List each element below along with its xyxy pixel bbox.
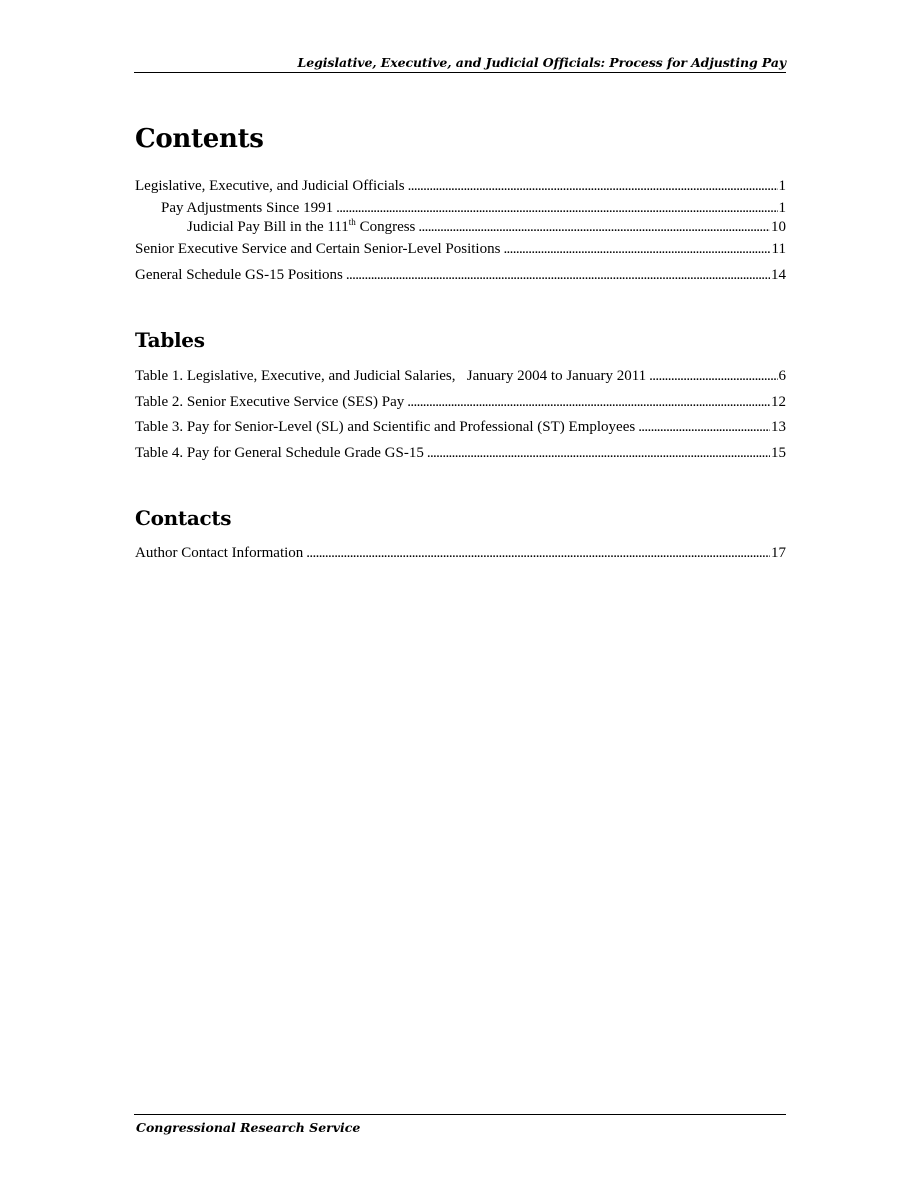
toc-entry-legislative-officials[interactable] (135, 177, 786, 195)
running-header: Legislative, Executive, and Judicial Officials: Process for Adjusting Pay (297, 55, 786, 70)
contacts-heading: Contacts (135, 506, 232, 530)
toc-entry-label: Senior Executive Service and Certain Senior-Level Positions (135, 241, 501, 257)
dot-leader (649, 367, 777, 385)
toc-entry-table-2[interactable] (135, 393, 786, 411)
toc-entry-judicial-pay-bill[interactable] (187, 218, 786, 236)
dot-leader (346, 266, 770, 284)
toc-entry-table-3[interactable] (135, 418, 786, 436)
toc-entry-pay-adjustments[interactable] (161, 199, 786, 217)
toc-page-number: 10 (771, 219, 786, 235)
dot-leader (427, 444, 770, 462)
toc-entry-senior-executive-service[interactable] (135, 240, 786, 258)
running-footer: Congressional Research Service (136, 1120, 361, 1135)
toc-entry-label (187, 218, 415, 236)
toc-entry-label: Legislative, Executive, and Judicial Officials (135, 178, 405, 194)
toc-entry-table-1[interactable] (135, 367, 786, 385)
toc-page-number: 17 (771, 545, 786, 561)
dot-leader (408, 177, 778, 195)
toc-page-number: 6 (778, 368, 786, 384)
header-rule (134, 72, 786, 73)
toc-entry-label-post: Congress (355, 219, 416, 235)
dot-leader (418, 218, 770, 236)
toc-page-number: 11 (771, 241, 786, 257)
toc-page-number: 1 (778, 200, 786, 216)
toc-entry-label: Table 3. Pay for Senior-Level (SL) and Scientific and Professional (ST) Employees (135, 419, 636, 435)
ordinal-suffix: th (348, 217, 356, 227)
toc-page-number: 14 (771, 267, 786, 283)
footer-rule (134, 1114, 786, 1115)
toc-entry-author-contact[interactable] (135, 544, 786, 562)
toc-page-number: 1 (778, 178, 786, 194)
toc-entry-label: Author Contact Information (135, 545, 304, 561)
toc-page-number: 12 (771, 394, 786, 410)
toc-entry-label: Table 2. Senior Executive Service (SES) Pay (135, 394, 405, 410)
tables-heading: Tables (135, 328, 205, 352)
toc-page-number: 15 (771, 445, 786, 461)
contents-heading: Contents (135, 124, 264, 154)
dot-leader (503, 240, 770, 258)
dot-leader (638, 418, 770, 436)
toc-entry-label: Table 4. Pay for General Schedule Grade GS-15 (135, 445, 424, 461)
toc-entry-table-4[interactable] (135, 444, 786, 462)
toc-entry-gs15-positions[interactable] (135, 266, 786, 284)
toc-entry-label: Table 1. Legislative, Executive, and Judicial Salaries, January 2004 to January 2011 (135, 368, 647, 384)
dot-leader (407, 393, 770, 411)
toc-entry-label: General Schedule GS-15 Positions (135, 267, 343, 283)
dot-leader (336, 199, 777, 217)
toc-entry-label-pre: Judicial Pay Bill in the 111 (187, 219, 349, 235)
dot-leader (306, 544, 770, 562)
toc-entry-label: Pay Adjustments Since 1991 (161, 200, 334, 216)
toc-page-number: 13 (771, 419, 786, 435)
